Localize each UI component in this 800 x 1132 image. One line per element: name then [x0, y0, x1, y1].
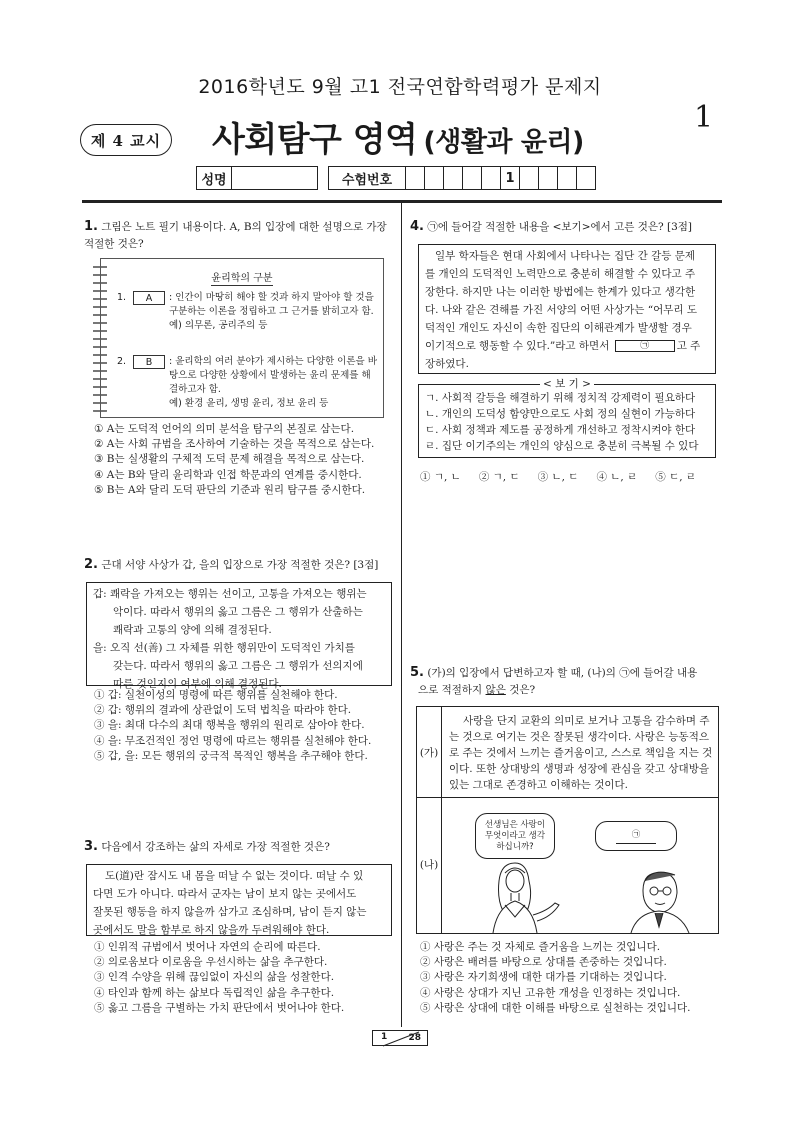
choice[interactable]: ⑤ 갑, 을: 모든 행위의 궁극적 목적인 행복을 추구해야 한다. — [94, 749, 368, 762]
page-counter — [372, 1030, 428, 1046]
header-rule — [82, 200, 722, 203]
exam-title: 2016학년도 9월 고1 전국연합학력평가 문제지 — [198, 76, 602, 98]
q5-stem-end: 것은? — [509, 684, 536, 696]
q2-choices — [94, 688, 371, 764]
passage-line: 다면 도가 아니다. 따라서 군자는 남이 보지 않는 곳에서도 — [93, 888, 357, 900]
q4-stem — [410, 218, 722, 236]
blank-marker: ㉠ — [631, 830, 641, 840]
q1-notebook — [100, 258, 384, 418]
woman-figure-icon — [493, 863, 559, 933]
choice[interactable]: ⑤ 옳고 그름을 구별하는 가치 판단에서 벗어나야 한다. — [94, 1001, 345, 1014]
total-pages: 28 — [408, 1033, 421, 1043]
q1-stem-text: 그림은 노트 필기 내용이다. A, B의 입장에 대한 설명으로 가장 적절한 것은? — [84, 221, 387, 250]
q5-stem-line1: (가)의 입장에서 답변하고자 할 때, (나)의 ㉠에 들어갈 내용 — [427, 667, 698, 679]
choice[interactable]: ① ㄱ, ㄴ — [420, 471, 461, 483]
q4-bogi-box — [418, 384, 716, 458]
session-badge: 제 4 교시 — [80, 124, 172, 156]
choice[interactable]: ② ㄱ, ㄷ — [478, 471, 520, 483]
note-item-b — [117, 355, 379, 411]
note-item-number: 1. — [117, 292, 127, 303]
spacer — [318, 166, 328, 190]
choice[interactable]: ③ 을: 최대 다수의 최대 행복을 행위의 원리로 삼아야 한다. — [94, 719, 365, 732]
q5-choices — [420, 940, 691, 1016]
q1-choices — [94, 422, 374, 498]
choice[interactable]: ② A는 사회 규범을 조사하여 기술하는 것을 목적으로 삼는다. — [94, 438, 375, 451]
choice[interactable]: ① 사랑은 주는 것 자체로 즐거움을 느끼는 것입니다. — [420, 941, 661, 953]
q2-stem-text: 근대 서양 사상가 갑, 을의 입장으로 가장 적절한 것은? [3점] — [101, 559, 379, 571]
q2-passage-box — [86, 582, 392, 690]
table-divider — [417, 797, 718, 798]
bogi-item: ㄱ. 사회적 갈등을 해결하기 위해 정치적 강제력이 필요하다 — [425, 392, 696, 404]
choice[interactable]: ⑤ B는 A와 달리 도덕 판단의 기준과 원리 탐구를 중시한다. — [94, 483, 366, 496]
man-figure-icon — [631, 872, 689, 933]
exam-no-digit-fixed: 1 — [501, 166, 520, 190]
label-ga: (가) — [419, 747, 439, 759]
exam-no-digit[interactable] — [558, 166, 577, 190]
q4-choices — [420, 470, 696, 485]
q4-passage-box — [418, 244, 716, 374]
passage-line: 를 개인의 도덕적인 노력만으로 충분히 해결할 수 있다고 주 — [425, 268, 696, 280]
exam-no-digit[interactable] — [463, 166, 482, 190]
passage-line-with-blank: 이기적으로 행동할 수 있다.”라고 하면서 ㉠ 고 주 — [425, 340, 701, 352]
exam-no-digit[interactable] — [539, 166, 558, 190]
choice[interactable]: ④ ㄴ, ㄹ — [596, 471, 638, 483]
passage-line: 일부 학자들은 현대 사회에서 나타나는 집단 간 갈등 문제 — [435, 250, 695, 262]
q2-stem — [84, 556, 396, 574]
passage-line: 곳에서도 말을 함부로 하지 않을까 두려워해야 한다. — [93, 924, 330, 936]
choice[interactable]: ④ A는 B와 달리 윤리학과 인접 학문과의 연계를 중시한다. — [94, 468, 362, 481]
choice[interactable]: ④ 타인과 함께 하는 삶보다 독립적인 삶을 추구한다. — [94, 986, 335, 999]
bogi-title: < 보 기 > — [540, 376, 594, 391]
passage-line: 쾌락과 고통의 양에 의해 결정된다. — [113, 624, 272, 636]
name-field[interactable] — [232, 166, 318, 190]
choice[interactable]: ③ B는 실생활의 구체적 도덕 문제 해결을 목적으로 삼는다. — [94, 453, 365, 466]
name-label: 성명 — [196, 166, 232, 190]
question-bubble: 선생님은 사랑이 무엇이라고 생각 하십니까? — [475, 813, 555, 859]
q1-stem — [84, 218, 396, 253]
choice[interactable]: ① 인위적 규범에서 벗어나 자연의 순리에 따른다. — [94, 941, 321, 953]
exam-no-digit[interactable] — [425, 166, 444, 190]
choice[interactable]: ② 사랑은 배려를 바탕으로 상대를 존중하는 것입니다. — [420, 956, 667, 969]
note-item-tag: B — [133, 355, 165, 369]
choice[interactable]: ⑤ ㄷ, ㄹ — [655, 471, 697, 483]
choice[interactable]: ③ 사랑은 자기희생에 대한 대가를 기대하는 것입니다. — [420, 971, 667, 984]
q5-table — [416, 706, 719, 934]
q2-number: 2. — [84, 557, 98, 572]
q3-choices — [94, 940, 344, 1016]
note-item-tag: A — [133, 291, 165, 305]
choice[interactable]: ③ 인격 수양을 위해 끊임없이 자신의 삶을 성찰한다. — [94, 971, 335, 984]
passage-line: 갑: 쾌락을 가져오는 행위는 선이고, 고통을 가져오는 행위는 — [93, 588, 367, 600]
choice[interactable]: ⑤ 사랑은 상대에 대한 이해를 바탕으로 실천하는 것입니다. — [420, 1001, 691, 1014]
passage-line: 덕적인 개인도 자신이 속한 집단의 이해관계가 발생할 경우 — [425, 322, 692, 334]
choice[interactable]: ① A는 도덕적 언어의 의미 분석을 탐구의 본질로 삼는다. — [94, 423, 355, 435]
q3-number: 3. — [84, 839, 98, 854]
exam-no-digit[interactable] — [577, 166, 596, 190]
bogi-item: ㄹ. 집단 이기주의는 개인의 양심으로 충분히 극복될 수 있다 — [425, 440, 699, 452]
note-item-text: : 윤리학의 여러 분야가 제시하는 다양한 이론을 바탕으로 다양한 상황에서 발생하는 윤리 문제를 해결하고자 함. 예) 환경 윤리, 생명 윤리, 정보 윤리 등 — [169, 356, 377, 409]
note-item-text: : 인간이 마땅히 해야 할 것과 하지 말아야 할 것을 구분하는 이론을 정립하고 그 근거를 밝히고자 함. 예) 의무론, 공리주의 등 — [169, 292, 374, 331]
note-item-number: 2. — [117, 356, 127, 367]
passage-line: 장하였다. — [425, 358, 469, 370]
page-number: 1 — [694, 100, 714, 135]
subject-title — [212, 112, 584, 161]
ga-text: 사랑을 단지 교환의 의미로 보거나 고통을 감수하며 주는 것으로 여기는 것은 잘못된 생각이다. 사랑은 능동적으로 주는 것에서 느끼는 즐거움이고, 스스로 책임을 지는 것이다. 또한 상대방의 생명과 성장에 관심을 갖고 상대방을 있는 그대로 존경하고 이해하는 것이다. — [449, 715, 713, 791]
choice[interactable]: ① 갑: 실천이성의 명령에 따른 행위를 실천해야 한다. — [94, 689, 338, 701]
note-item-a — [117, 291, 379, 333]
q5-stem — [410, 664, 722, 699]
label-na: (나) — [419, 859, 439, 871]
choice[interactable]: ② 갑: 행위의 결과에 상관없이 도덕 법칙을 따라야 한다. — [94, 704, 352, 717]
exam-no-digit[interactable] — [444, 166, 463, 190]
passage-line: 다. 나와 같은 견해를 가진 서양의 어떤 사상가는 “어무리 도 — [425, 304, 698, 316]
q3-stem — [84, 838, 396, 856]
choice[interactable]: ② 의로움보다 이로움을 우선시하는 삶을 추구한다. — [94, 956, 328, 969]
blank-line — [616, 843, 656, 844]
table-divider — [441, 707, 442, 933]
bogi-item: ㄴ. 개인의 도덕성 함양만으로도 사회 정의 실현이 가능하다 — [425, 408, 696, 420]
q3-stem-text: 다음에서 강조하는 삶의 자세로 가장 적절한 것은? — [101, 841, 330, 853]
subject-sub: (생활과 윤리) — [423, 127, 584, 158]
passage-line: 악이다. 따라서 행위의 옳고 그름은 그 행위가 산출하는 — [113, 606, 363, 618]
choice[interactable]: ④ 을: 무조건적인 정언 명령에 따르는 행위를 실천해야 한다. — [94, 734, 372, 747]
passage-line: 도(道)란 잠시도 내 몸을 떠날 수 없는 것이다. 떠날 수 있 — [105, 870, 364, 882]
q1-number: 1. — [84, 219, 98, 234]
note-title: 윤리학의 구분 — [211, 273, 273, 284]
column-divider — [401, 203, 402, 1027]
choice[interactable]: ③ ㄴ, ㄷ — [537, 471, 579, 483]
exam-no-label: 수험번호 — [328, 166, 406, 190]
blank-box: ㉠ — [615, 340, 675, 352]
answer-bubble — [595, 821, 677, 851]
passage-line: 장한다. 하지만 나는 이러한 방법에는 한계가 있다고 생각한 — [425, 286, 696, 298]
q3-passage-box — [86, 864, 392, 936]
q5-stem-underlined: 않은 — [485, 684, 506, 696]
q4-stem-text: ㉠에 들어갈 적절한 내용을 <보기>에서 고른 것은? [3점] — [427, 221, 693, 233]
q4-number: 4. — [410, 219, 424, 234]
candidate-info-row — [196, 166, 596, 190]
exam-no-digit[interactable] — [482, 166, 501, 190]
exam-no-digit[interactable] — [406, 166, 425, 190]
subject-main: 사회탐구 영역 — [212, 120, 418, 160]
exam-no-digit[interactable] — [520, 166, 539, 190]
passage-line: 갖는다. 따라서 행위의 옳고 그름은 그 행위가 선의지에 — [113, 660, 363, 672]
q5-number: 5. — [410, 665, 424, 680]
passage-line: 을: 오직 선(善) 그 자체를 위한 행위만이 도덕적인 가치를 — [93, 642, 355, 654]
q5-stem-line2: 으로 적절하지 — [418, 684, 483, 696]
passage-line: 따른 것인지의 여부에 의해 결정된다. — [113, 678, 282, 690]
current-page: 1 — [381, 1032, 388, 1042]
choice[interactable]: ④ 사랑은 상대가 지닌 고유한 개성을 인정하는 것입니다. — [420, 986, 681, 999]
bogi-item: ㄷ. 사회 정책과 제도를 공정하게 개선하고 정착시켜야 한다 — [425, 424, 696, 436]
passage-line: 잘못된 행동을 하지 않을까 삼가고 조심하며, 남이 듣지 않는 — [93, 906, 367, 918]
